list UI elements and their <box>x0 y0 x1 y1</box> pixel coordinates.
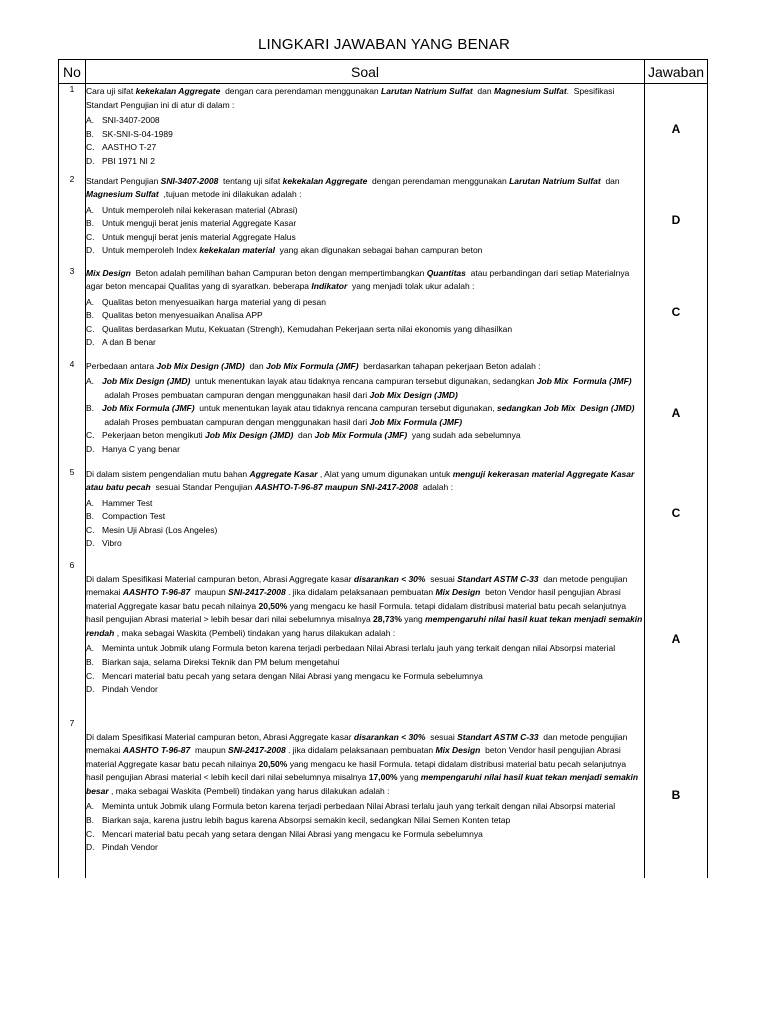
answer-key: C <box>645 467 708 560</box>
option-text: Meminta untuk Jobmik ulang Formula beton karena terjadi perbedaan Nilai Abrasi terlalu jauh yang terkait dengan nilai Absorpsi material <box>102 801 616 812</box>
option-letter: A. <box>86 376 95 387</box>
answer-option[interactable] <box>86 828 644 842</box>
option-text: Compaction Test <box>102 511 166 522</box>
question-row <box>59 174 708 266</box>
table-continuation <box>59 872 708 878</box>
option-text: AASTHO T-27 <box>102 142 157 153</box>
option-text: Qualitas beton menyesuaikan Analisa APP <box>102 310 263 321</box>
answer-key: A <box>645 560 708 718</box>
answer-option[interactable] <box>86 296 644 310</box>
question-stem: Mix Design Beton adalah pemilihan bahan Campuran beton dengan mempertimbangkan Quantitas atau perbandingan dari setiap Materialnya agar beton mencapai Qualitas yang di syaratkan. beberapa Indikator yang menjadi tolak ukur adalah : <box>86 267 630 292</box>
answer-key: C <box>645 266 708 359</box>
answer-option[interactable] <box>86 443 644 457</box>
continuation-cell <box>86 872 645 878</box>
option-letter: A. <box>86 497 95 508</box>
question-number: 2 <box>59 174 86 266</box>
question-stem: Cara uji sifat kekekalan Aggregate dengan cara perendaman menggunakan Larutan Natrium Sulfat dan Magnesium Sulfat. Spesifikasi Standart Pengujian ini di atur di dalam : <box>86 86 615 110</box>
option-text: Qualitas berdasarkan Mutu, Kekuatan (Strengh), Kemudahan Pekerjaan serta nilai ekonomis yang dihasilkan <box>102 323 513 334</box>
option-letter: C. <box>86 323 95 334</box>
option-list <box>86 375 644 457</box>
page-title: LINGKARI JAWABAN YANG BENAR <box>257 36 511 53</box>
continuation-cell <box>59 872 86 878</box>
option-letter: D. <box>86 538 95 549</box>
answer-option[interactable] <box>86 814 644 828</box>
question-row <box>59 266 708 359</box>
option-letter: A. <box>86 643 95 654</box>
answer-option[interactable] <box>86 537 644 551</box>
option-letter: A. <box>86 296 95 307</box>
question-stem: Di dalam sistem pengendalian mutu bahan Aggregate Kasar , Alat yang umum digunakan untuk menguji kekerasan material Aggregate Kasar atau batu pecah sesuai Standar Pengujian AASHTO-T-96-87 maupun SNI-2417-2008 adalah : <box>86 468 635 493</box>
answer-option[interactable] <box>86 402 644 429</box>
option-text: Untuk menguji berat jenis material Aggregate Kasar <box>102 218 297 229</box>
option-text: Meminta untuk Jobmik ulang Formula beton karena terjadi perbedaan Nilai Abrasi terlalu jauh yang terkait dengan nilai Absorpsi material <box>102 643 616 654</box>
answer-option[interactable] <box>86 309 644 323</box>
question-stem: Di dalam Spesifikasi Material campuran beton, Abrasi Aggregate kasar disarankan < 30% sesuai Standart ASTM C-33 dan metode pengujian memakai AASHTO T-96-87 maupun SNI-2417-2008 . jika didalam pelaksanaan pembuatan Mix Design beton Vendor hasil pengujian Abrasi material Aggregate kasar batu pecah nilainya 20,50% yang mengacu ke hasil Formula. tetapi didalam distribusi material batu pecah selanjutnya hasil pengujian Abrasi material < lebih kecil dari nilai sebelumnya misalnya 17,00% yang mempengaruhi nilai hasil kuat tekan menjadi semakin besar , maka sebagai Waskita (Pembeli) tindakan yang harus dilakukan adalah : <box>86 731 639 796</box>
option-text: Untuk menguji berat jenis material Aggregate Halus <box>102 231 296 242</box>
answer-option[interactable] <box>86 510 644 524</box>
option-letter: B. <box>86 403 95 414</box>
option-letter: B. <box>86 657 95 668</box>
question-row <box>59 359 708 467</box>
option-text: Pindah Vendor <box>102 684 158 695</box>
question-text <box>86 467 645 560</box>
option-text: Qualitas beton menyesuaikan harga material yang di pesan <box>102 296 326 307</box>
option-text: Mencari material batu pecah yang setara dengan Nilai Abrasi yang mengacu ke Formula sebelumnya <box>102 670 483 681</box>
option-text: Hanya C yang benar <box>102 444 180 455</box>
option-text: Untuk memperoleh nilai kekerasan material (Abrasi) <box>102 204 298 215</box>
option-text: SK-SNI-S-04-1989 <box>102 128 173 139</box>
option-letter: B. <box>86 310 95 321</box>
option-letter: B. <box>86 815 95 826</box>
table-header-row <box>59 60 708 84</box>
answer-option[interactable] <box>86 800 644 814</box>
question-text <box>86 84 645 174</box>
question-row <box>59 84 708 174</box>
option-letter: A. <box>86 204 95 215</box>
option-letter: B. <box>86 511 95 522</box>
option-text: Hammer Test <box>102 497 153 508</box>
answer-option[interactable] <box>86 524 644 538</box>
option-letter: A. <box>86 115 95 126</box>
answer-option[interactable] <box>86 204 644 218</box>
answer-option[interactable] <box>86 128 644 142</box>
answer-option[interactable] <box>86 841 644 855</box>
option-letter: D. <box>86 337 95 348</box>
option-text: Mesin Uji Abrasi (Los Angeles) <box>102 524 218 535</box>
answer-option[interactable] <box>86 155 644 169</box>
answer-key: A <box>645 84 708 174</box>
answer-option[interactable] <box>86 336 644 350</box>
answer-key: D <box>645 174 708 266</box>
header-jawaban: Jawaban <box>645 60 708 84</box>
option-text: A dan B benar <box>102 337 156 348</box>
header-no: No <box>59 60 86 84</box>
question-list <box>59 84 708 878</box>
answer-option[interactable] <box>86 323 644 337</box>
option-letter: D. <box>86 245 95 256</box>
option-letter: D. <box>86 842 95 853</box>
question-text <box>86 174 645 266</box>
option-letter: B. <box>86 218 95 229</box>
question-number: 7 <box>59 718 86 872</box>
option-letter: C. <box>86 828 95 839</box>
option-text: PBI 1971 NI 2 <box>102 155 155 166</box>
answer-option[interactable] <box>86 429 644 443</box>
question-text <box>86 266 645 359</box>
option-text: Biarkan saja, selama Direksi Teknik dan PM belum mengetahui <box>102 657 340 668</box>
question-stem: Perbedaan antara Job Mix Design (JMD) dan Job Mix Formula (JMF) berdasarkan tahapan pekerjaan Beton adalah : <box>86 360 541 371</box>
answer-option[interactable] <box>86 497 644 511</box>
question-row <box>59 560 708 718</box>
option-letter: A. <box>86 801 95 812</box>
question-stem: Di dalam Spesifikasi Material campuran beton, Abrasi Aggregate kasar disarankan < 30% sesuai Standart ASTM C-33 dan metode pengujian memakai AASHTO T-96-87 maupun SNI-2417-2008 . jika didalam pelaksanaan pembuatan Mix Design beton Vendor hasil pengujian Abrasi material Aggregate kasar batu pecah nilainya 20,50% yang mengacu ke hasil Formula. tetapi didalam distribusi material batu pecah selanjutnya hasil pengujian Abrasi material > lebih besar dari nilai sebelumnya misalnya 28,73% yang mempengaruhi nilai hasil kuat tekan menjadi semakin rendah , maka sebagai Waskita (Pembeli) tindakan yang harus dilakukan adalah : <box>86 573 643 638</box>
answer-option[interactable] <box>86 670 644 684</box>
question-number: 5 <box>59 467 86 560</box>
question-text <box>86 718 645 872</box>
answer-key: B <box>645 718 708 872</box>
question-number: 3 <box>59 266 86 359</box>
answer-option[interactable] <box>86 244 644 258</box>
option-list <box>86 296 644 350</box>
option-text: Biarkan saja, karena justru lebih bagus karena Absorpsi semakin kecil, sedangkan Nilai Semen Konten tetap <box>102 815 511 826</box>
option-text: Mencari material batu pecah yang setara dengan Nilai Abrasi yang mengacu ke Formula sebelumnya <box>102 828 483 839</box>
answer-option[interactable] <box>86 642 644 656</box>
option-text: Pindah Vendor <box>102 842 158 853</box>
answer-option[interactable] <box>86 375 644 402</box>
option-letter: C. <box>86 231 95 242</box>
answer-key: A <box>645 359 708 467</box>
option-letter: D. <box>86 684 95 695</box>
question-row <box>59 467 708 560</box>
option-letter: C. <box>86 142 95 153</box>
option-text: Untuk memperoleh Index kekekalan material yang akan digunakan sebagai bahan campuran beton <box>102 245 483 256</box>
option-letter: C. <box>86 670 95 681</box>
answer-option[interactable] <box>86 114 644 128</box>
continuation-cell <box>645 872 708 878</box>
option-letter: B. <box>86 128 95 139</box>
question-text <box>86 359 645 467</box>
option-letter: D. <box>86 444 95 455</box>
option-text: Vibro <box>102 538 122 549</box>
answer-option[interactable] <box>86 141 644 155</box>
answer-option[interactable] <box>86 231 644 245</box>
option-text: SNI-3407-2008 <box>102 115 160 126</box>
header-soal: Soal <box>86 60 645 84</box>
answer-option[interactable] <box>86 683 644 697</box>
question-table <box>58 59 708 878</box>
option-list <box>86 800 644 854</box>
question-stem: Standart Pengujian SNI-3407-2008 tentang uji sifat kekekalan Aggregate dengan perendaman menggunakan Larutan Natrium Sulfat dan Magnesium Sulfat ,tujuan metode ini dilakukan adalah : <box>86 175 620 200</box>
option-list <box>86 642 644 696</box>
option-letter: C. <box>86 524 95 535</box>
question-number: 6 <box>59 560 86 718</box>
option-list <box>86 204 644 258</box>
option-text: Job Mix Design (JMD) untuk menentukan layak atau tidaknya rencana campuran tersebut digunakan, sedangkan Job Mix Formula (JMF) adalah Proses pembuatan campuran dengan menggunakan hasil dari Job Mix Design (JMD) <box>102 376 632 400</box>
question-number: 1 <box>59 84 86 174</box>
option-text: Pekerjaan beton mengikuti Job Mix Design (JMD) dan Job Mix Formula (JMF) yang sudah ada sebelumnya <box>102 430 521 441</box>
option-letter: D. <box>86 155 95 166</box>
option-letter: C. <box>86 430 95 441</box>
question-text <box>86 560 645 718</box>
answer-option[interactable] <box>86 656 644 670</box>
question-row <box>59 718 708 872</box>
option-text: Job Mix Formula (JMF) untuk menentukan layak atau tidaknya rencana campuran tersebut digunakan, sedangkan Job Mix Design (JMD) adalah Proses pembuatan campuran dengan menggunakan hasil dari Job Mix Formula (JMF) <box>102 403 635 427</box>
option-list <box>86 497 644 551</box>
option-list <box>86 114 644 168</box>
answer-option[interactable] <box>86 217 644 231</box>
question-number: 4 <box>59 359 86 467</box>
